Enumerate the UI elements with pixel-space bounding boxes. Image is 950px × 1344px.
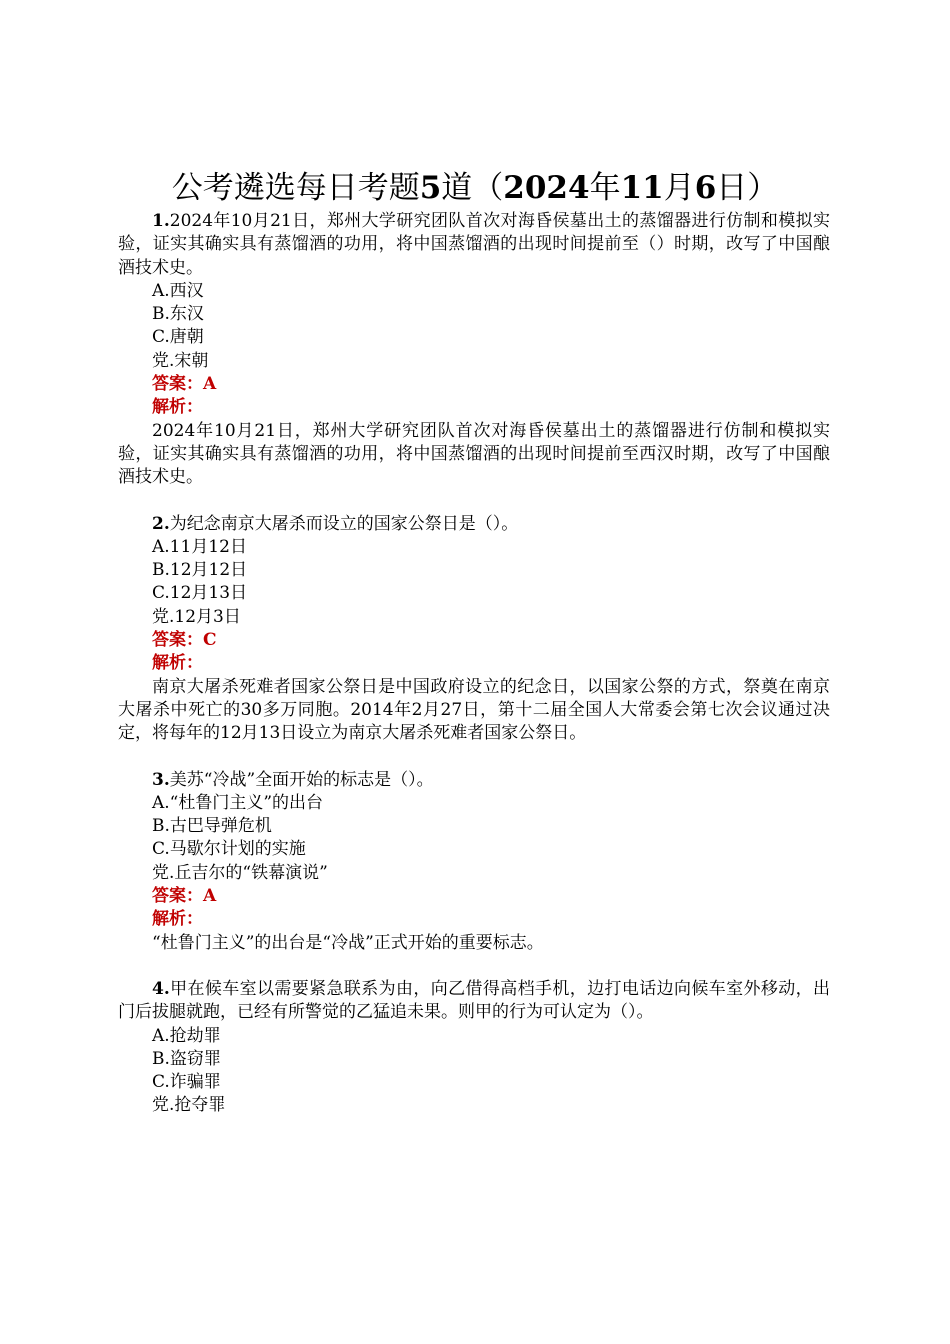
option-d: 党.12月3日 bbox=[152, 606, 241, 627]
answer: 答案：A bbox=[152, 374, 217, 395]
question-3 bbox=[118, 769, 830, 955]
analysis-text: 南京大屠杀死难者国家公祭日是中国政府设立的纪念日，以国家公祭的方式，祭奠在南京大屠杀中死亡的30多万同胞。2014年2月27日，第十二届全国人大常委会第七次会议通过决定，将每年的12月13日设立为南京大屠杀死难者国家公祭日。 bbox=[118, 676, 830, 744]
question-1 bbox=[118, 210, 830, 490]
answer: 答案：C bbox=[152, 630, 217, 651]
option-b: B.东汉 bbox=[152, 304, 204, 325]
question-stem bbox=[118, 513, 830, 536]
title-count: 5 bbox=[419, 170, 442, 206]
analysis-text: “杜鲁门主义”的出台是“冷战”正式开始的重要标志。 bbox=[152, 932, 544, 953]
title-day: 6 bbox=[694, 170, 717, 206]
option-d: 党.丘吉尔的“铁幕演说” bbox=[152, 862, 328, 883]
option-d: 党.宋朝 bbox=[152, 350, 209, 371]
title-month: 11 bbox=[620, 170, 664, 206]
option-c: C.唐朝 bbox=[152, 327, 204, 348]
answer: 答案：A bbox=[152, 886, 217, 907]
question-number: 4. bbox=[152, 978, 170, 999]
question-stem bbox=[118, 210, 830, 280]
question-text: 为纪念南京大屠杀而设立的国家公祭日是（）。 bbox=[169, 513, 519, 534]
analysis-label: 解析： bbox=[152, 397, 203, 418]
title-day-unit: 日） bbox=[716, 170, 779, 206]
analysis-text: 2024年10月21日，郑州大学研究团队首次对海昏侯墓出土的蒸馏器进行仿制和模拟实验，证实其确实具有蒸馏酒的功用，将中国蒸馏酒的出现时间提前至西汉时期，改写了中国酿酒技术史。 bbox=[118, 420, 830, 488]
question-stem bbox=[118, 769, 830, 792]
spacer bbox=[118, 955, 830, 978]
question-number: 3. bbox=[152, 769, 170, 790]
option-a: A.抢劫罪 bbox=[152, 1025, 221, 1046]
spacer bbox=[118, 746, 830, 769]
question-text: 甲在候车室以需要紧急联系为由，向乙借得高档手机，边打电话边向候车室外移动，出门后拔腿就跑，已经有所警觉的乙猛追未果。则甲的行为可认定为（）。 bbox=[118, 978, 830, 1023]
question-text: 美苏“冷战”全面开始的标志是（）。 bbox=[169, 769, 434, 790]
option-a: A.“杜鲁门主义”的出台 bbox=[152, 792, 324, 813]
title-year-unit: 年 bbox=[589, 170, 621, 206]
option-a: A.西汉 bbox=[152, 280, 204, 301]
title-year: 2024 bbox=[503, 170, 590, 206]
title-month-unit: 月 bbox=[663, 170, 695, 206]
question-number: 2. bbox=[152, 513, 170, 534]
option-c: C.12月13日 bbox=[152, 583, 248, 604]
title-text-2: 道（ bbox=[441, 170, 504, 206]
question-list bbox=[118, 210, 830, 1118]
question-text: 2024年10月21日，郑州大学研究团队首次对海昏侯墓出土的蒸馏器进行仿制和模拟实验，证实其确实具有蒸馏酒的功用，将中国蒸馏酒的出现时间提前至（）时期，改写了中国酿酒技术史。 bbox=[118, 211, 830, 278]
title-text: 公考遴选每日考题 bbox=[171, 170, 420, 206]
option-c: C.马歇尔计划的实施 bbox=[152, 839, 306, 860]
option-c: C.诈骗罪 bbox=[152, 1072, 221, 1093]
option-d: 党.抢夺罪 bbox=[152, 1095, 226, 1116]
analysis-label: 解析： bbox=[152, 653, 203, 674]
option-b: B.古巴导弹危机 bbox=[152, 816, 272, 837]
question-number: 1. bbox=[152, 211, 170, 231]
spacer bbox=[118, 490, 830, 513]
option-b: B.盗窃罪 bbox=[152, 1048, 221, 1069]
option-a: A.11月12日 bbox=[152, 536, 247, 557]
question-stem bbox=[118, 978, 830, 1025]
question-4 bbox=[118, 978, 830, 1118]
analysis-label: 解析： bbox=[152, 909, 203, 930]
question-2 bbox=[118, 513, 830, 746]
option-b: B.12月12日 bbox=[152, 560, 248, 581]
page-title bbox=[0, 166, 950, 210]
